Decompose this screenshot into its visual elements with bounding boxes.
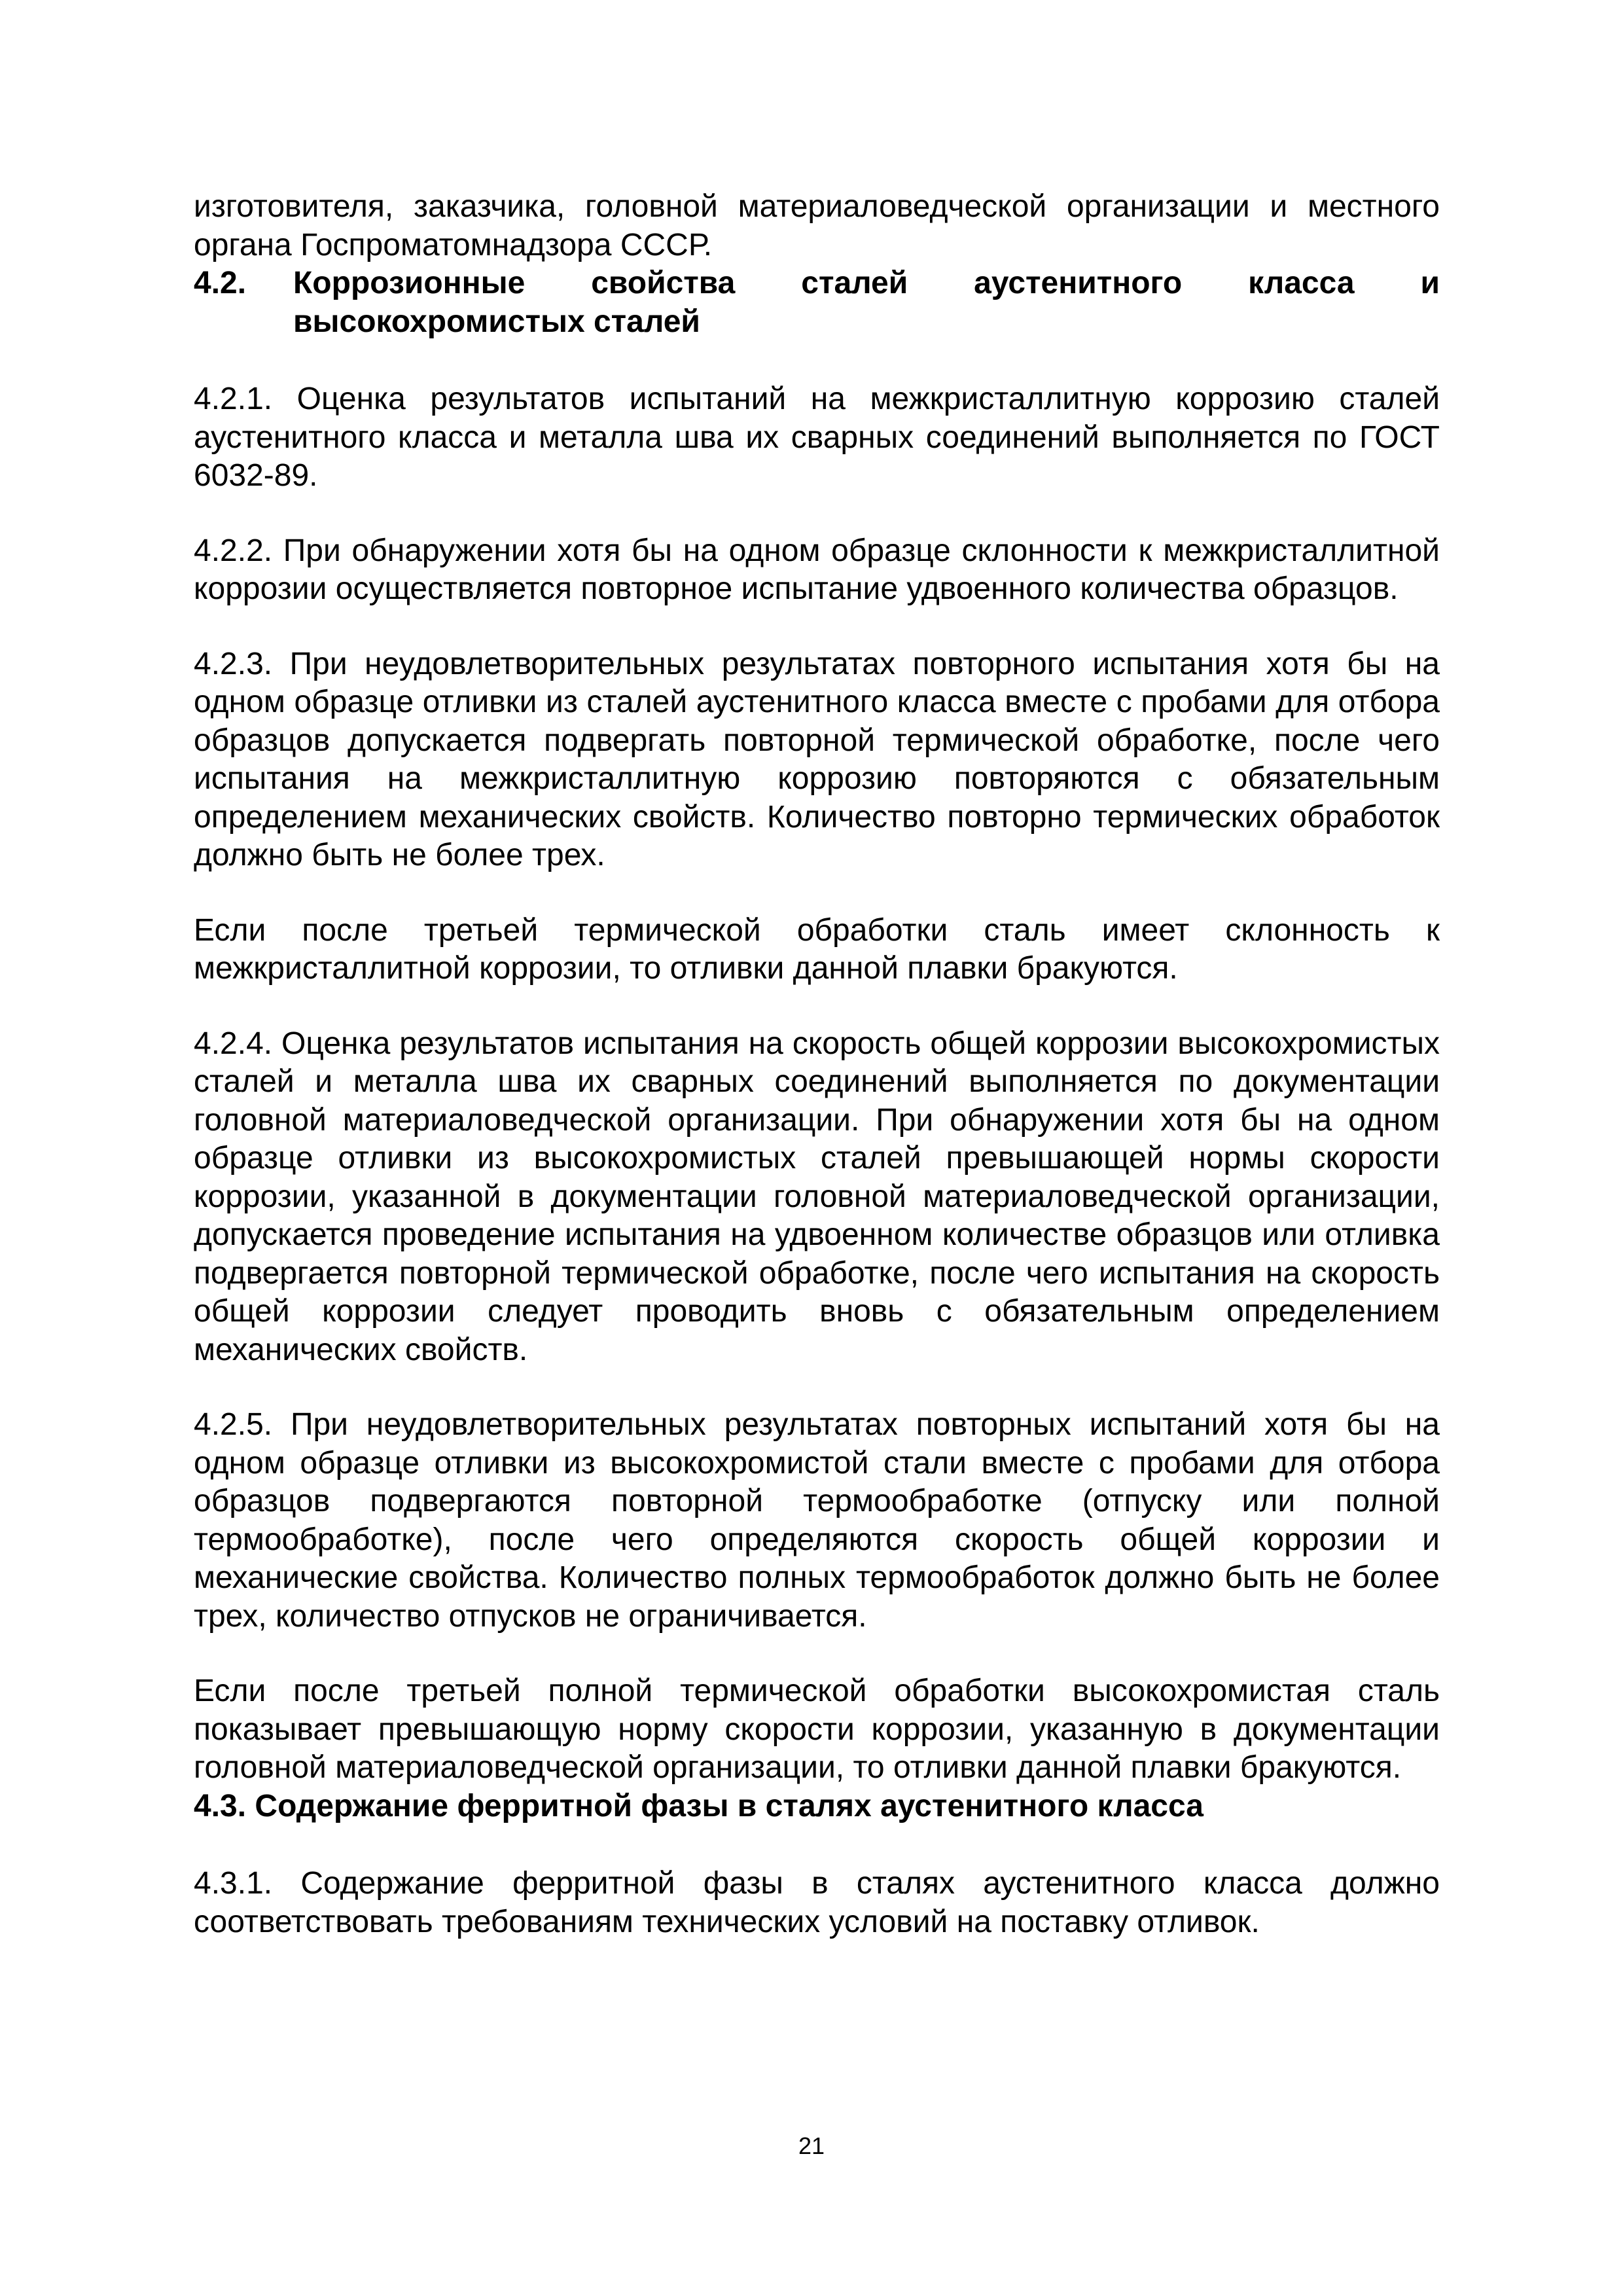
section-title-line1: Коррозионные свойства сталей аустенитного класса и (293, 266, 1440, 300)
paragraph-4-2-5-continuation: Если после третьей полной термической обработки высокохромистая сталь показывает превышающую норму скорости коррозии, указанную в документации головной материаловедческой организации, то отливки данной плавки бракуются. (194, 1674, 1440, 1785)
paragraph-4-2-2: 4.2.2. При обнаружении хотя бы на одном образце склонности к межкристаллитной коррозии осуществляется повторное испытание удвоенного количества образцов. (194, 533, 1440, 606)
paragraph-4-2-5: 4.2.5. При неудовлетворительных результатах повторных испытаний хотя бы на одном образце отливки из высокохромистой стали вместе с пробами для отбора образцов подвергаются повторной термообработке (отпуску или полной термообработке), после чего определяются скорость общей коррозии и механические свойства. Количество полных термообработок должно быть не более трех, количество отпусков не ограничивается. (194, 1407, 1440, 1634)
section-number: 4.2. (194, 266, 247, 300)
section-title-line2: высокохромистых сталей (293, 304, 700, 339)
paragraph-4-3-1: 4.3.1. Содержание ферритной фазы в сталях аустенитного класса должно соответствовать требованиям технических условий на поставку отливок. (194, 1866, 1440, 1939)
section-heading-4-2 (194, 264, 1440, 341)
document-page (194, 188, 1440, 1941)
intro-paragraph: изготовителя, заказчика, головной материаловедческой организации и местного органа Госпроматомнадзора СССР. (194, 189, 1440, 262)
paragraph-4-2-1: 4.2.1. Оценка результатов испытаний на межкристаллитную коррозию сталей аустенитного класса и металла шва их сварных соединений выполняется по ГОСТ 6032-89. (194, 382, 1440, 493)
page-number: 21 (798, 2132, 825, 2159)
paragraph-4-2-3: 4.2.3. При неудовлетворительных результатах повторного испытания хотя бы на одном образце отливки из сталей аустенитного класса вместе с пробами для отбора образцов допускается подвергать повторной термической обработке, после чего испытания на межкристаллитную коррозию повторяются с обязательным определением механических свойств. Количество повторно термических обработок должно быть не более трех. (194, 646, 1440, 872)
paragraph-4-2-4: 4.2.4. Оценка результатов испытания на скорость общей коррозии высокохромистых сталей и металла шва их сварных соединений выполняется по документации головной материаловедческой организации. При обнаружении хотя бы на одном образце отливки из высокохромистых сталей превышающей нормы скорости коррозии, указанной в документации головной материаловедческой организации, допускается проведение испытания на удвоенном количестве образцов или отливка подвергается повторной термической обработке, после чего испытания на скорость общей коррозии следует проводить вновь с обязательным определением механических свойств. (194, 1026, 1440, 1367)
section-title (293, 264, 1440, 341)
paragraph-4-2-3-continuation: Если после третьей термической обработки сталь имеет склонность к межкристаллитной коррозии, то отливки данной плавки бракуются. (194, 912, 1440, 986)
section-heading-4-3: 4.3. Содержание ферритной фазы в сталях аустенитного класса (194, 1788, 1204, 1823)
